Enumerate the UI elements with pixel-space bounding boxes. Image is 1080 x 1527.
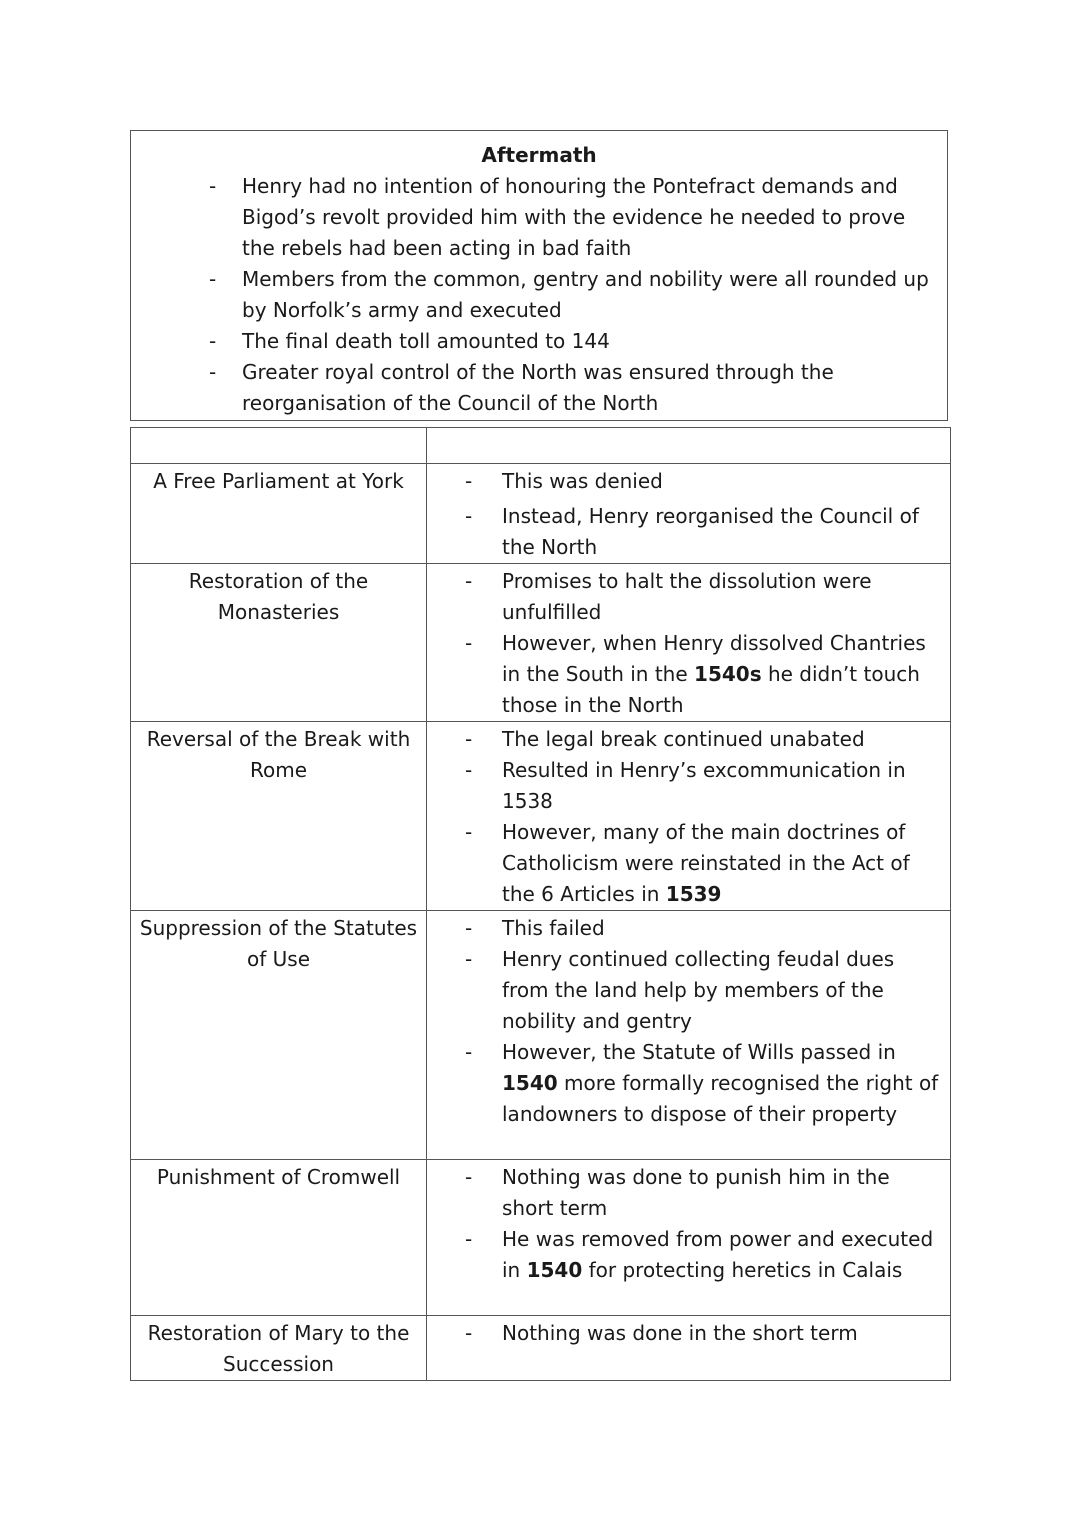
outcome-point [427,628,942,721]
bullet-dash: - [465,916,473,940]
aftermath-section [130,130,948,421]
aftermath-list [131,171,947,419]
outcome-text: Nothing was done in the short term [502,1321,858,1345]
table-row [131,911,951,1160]
outcome-cell [427,911,951,1160]
header-cell-topic [131,428,427,464]
outcome-year: 1540s [694,662,762,686]
table-row [131,1160,951,1316]
outcome-point [427,755,942,817]
bullet-dash: - [209,329,217,353]
outcome-point [427,944,942,1037]
aftermath-point-text: Henry had no intention of honouring the Pontefract demands and Bigod’s revolt provided him with the evidence he needed to prove the rebels had been acting in bad faith [242,174,906,260]
aftermath-title: Aftermath [481,143,597,167]
bullet-dash: - [209,174,217,198]
outcome-cell [427,1160,951,1316]
aftermath-point-text: Members from the common, gentry and nobility were all rounded up by Norfolk’s army and executed [242,267,929,322]
bullet-dash: - [465,631,473,655]
outcome-point [427,466,942,497]
bullet-dash: - [465,469,473,493]
outcome-point [427,1162,942,1224]
aftermath-point [131,357,947,419]
bullet-dash: - [465,569,473,593]
outcome-text: Nothing was done to punish him in the short term [502,1165,890,1220]
bullet-dash: - [465,504,473,528]
outcome-text: more formally recognised the right of landowners to dispose of their property [502,1071,939,1126]
outcome-text: Instead, Henry reorganised the Council of the North [502,504,919,559]
demand-topic: Reversal of the Break with Rome [131,722,427,911]
outcome-cell [427,722,951,911]
outcome-text: However, the Statute of Wills passed in [502,1040,896,1064]
outcome-cell [427,1316,951,1381]
demand-topic: Suppression of the Statutes of Use [131,911,427,1160]
aftermath-point [131,171,947,264]
outcome-year: 1540 [502,1071,558,1095]
outcome-text: This failed [502,916,605,940]
outcome-point [427,566,942,628]
aftermath-point-text: Greater royal control of the North was ensured through the reorganisation of the Council of the North [242,360,834,415]
outcome-point [427,913,942,944]
outcome-cell [427,564,951,722]
outcome-year: 1540 [526,1258,583,1282]
bullet-dash: - [465,1165,473,1189]
demands-table [130,427,951,1381]
table-header-row [131,428,951,464]
outcome-text: However, many of the main doctrines of Catholicism were reinstated in the Act of the 6 Articles in [502,820,910,906]
table-row [131,1316,951,1381]
bullet-dash: - [209,267,217,291]
bullet-dash: - [209,360,217,384]
outcome-text: The legal break continued unabated [502,727,865,751]
outcome-cell [427,464,951,564]
outcome-text: However, when Henry dissolved Chantries in the South in the [502,631,926,686]
outcome-year: 1539 [665,882,722,906]
aftermath-point [131,264,947,326]
outcome-point [427,1224,942,1286]
outcome-point [427,817,942,910]
outcome-text: for protecting heretics in Calais [582,1258,903,1282]
table-row [131,564,951,722]
outcome-text: he didn’t touch those in the North [502,662,920,717]
outcome-text: Resulted in Henry’s excommunication in 1538 [502,758,906,813]
demand-topic: Restoration of the Monasteries [131,564,427,722]
bullet-dash: - [465,1321,473,1345]
bullet-dash: - [465,1040,473,1064]
outcome-point [427,1037,942,1130]
outcome-point [427,1318,942,1349]
demand-topic: A Free Parliament at York [131,464,427,564]
outcome-text: This was denied [502,469,663,493]
demand-topic: Punishment of Cromwell [131,1160,427,1316]
aftermath-point [131,326,947,357]
outcome-text: Promises to halt the dissolution were unfulfilled [502,569,872,624]
bullet-dash: - [465,820,473,844]
table-row [131,464,951,564]
demand-topic: Restoration of Mary to the Succession [131,1316,427,1381]
table-row [131,722,951,911]
bullet-dash: - [465,727,473,751]
header-cell-outcome [427,428,951,464]
bullet-dash: - [465,1227,473,1251]
outcome-point [427,501,942,563]
aftermath-point-text: The final death toll amounted to 144 [242,329,610,353]
outcome-point [427,724,942,755]
bullet-dash: - [465,758,473,782]
outcome-text: He was removed from power and executed in [502,1227,934,1282]
bullet-dash: - [465,947,473,971]
outcome-text: Henry continued collecting feudal dues from the land help by members of the nobility and gentry [502,947,895,1033]
